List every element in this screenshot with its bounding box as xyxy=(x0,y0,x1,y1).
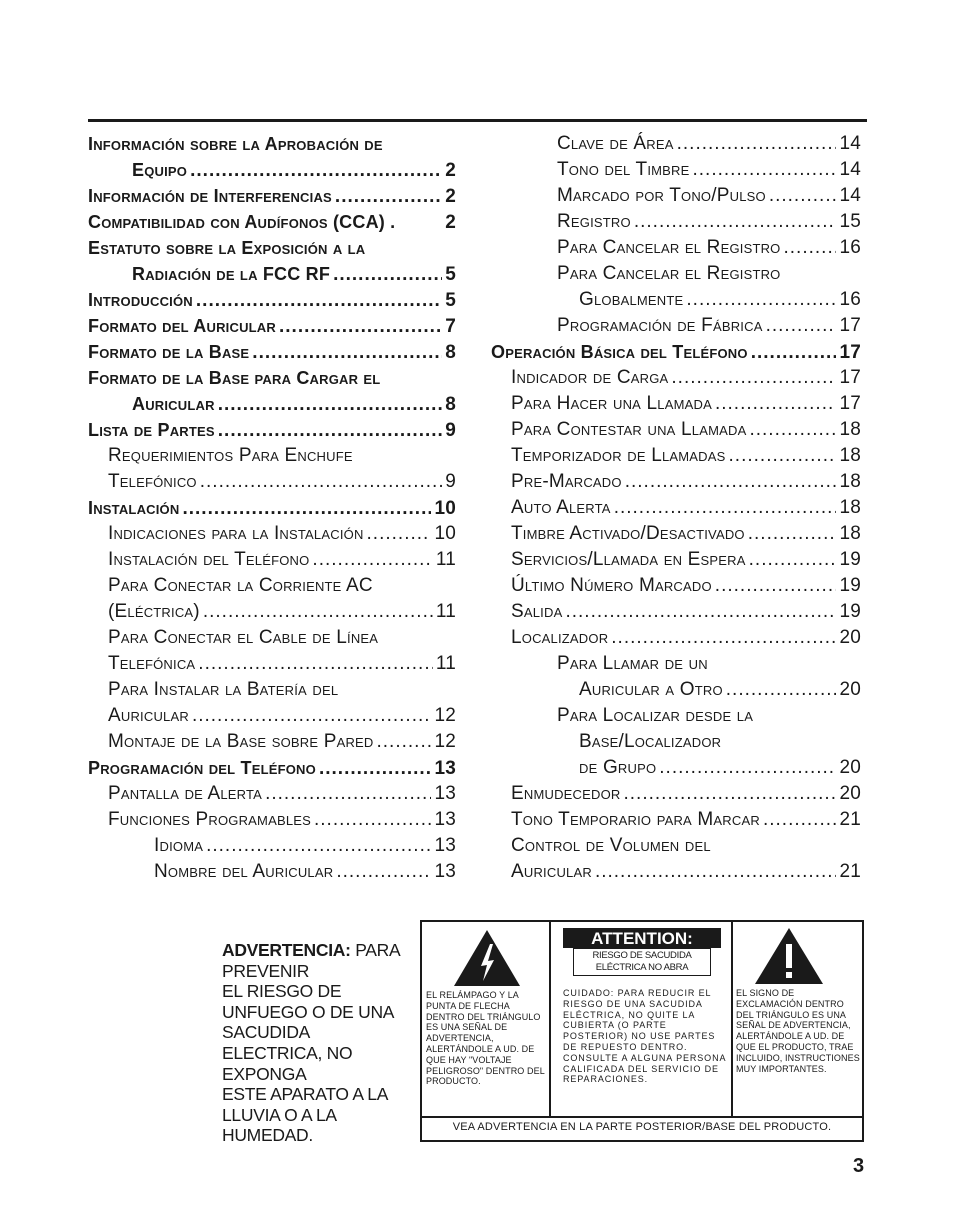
toc-entry-page: 8 xyxy=(445,342,456,363)
toc-entry-title: Timbre Activado/Desactivado xyxy=(511,523,745,544)
toc-entry-title: Programación de Fábrica xyxy=(557,315,763,336)
toc-entry xyxy=(491,625,861,651)
toc-leader-dots xyxy=(198,651,433,677)
toc-entry xyxy=(88,235,456,261)
toc-leader-dots xyxy=(377,729,432,755)
toc-entry xyxy=(491,417,861,443)
warning-line: PARA xyxy=(355,940,401,960)
exclamation-description: EL SIGNO DE EXCLAMACIÓN DENTRO DEL TRIÁNGULO ES UNA SEÑAL DE ADVERTENCIA, ALERTÁNDOLE A UD. DE QUE EL PRODUCTO, TRAE INCLUIDO, INSTRUCTIONES MUY IMPORTANTES. xyxy=(736,988,860,1074)
toc-entry-page: 17 xyxy=(839,315,861,336)
toc-entry-page: 18 xyxy=(839,471,861,492)
toc-entry xyxy=(88,521,456,547)
toc-entry xyxy=(88,651,456,677)
toc-leader-dots xyxy=(751,340,837,366)
toc-entry-title: (Eléctrica) xyxy=(108,601,200,622)
toc-entry-title: Idioma xyxy=(154,835,204,856)
toc-entry xyxy=(88,469,456,495)
toc-entry-title: Formato del Auricular xyxy=(88,316,276,336)
toc-leader-dots xyxy=(314,807,431,833)
toc-leader-dots xyxy=(677,131,837,157)
toc-entry-title: Tono del Timbre xyxy=(557,159,690,180)
toc-entry-page: 18 xyxy=(839,445,861,466)
toc-entry xyxy=(491,573,861,599)
toc-entry-page: 20 xyxy=(839,679,861,700)
toc-leader-dots xyxy=(715,573,837,599)
toc-entry xyxy=(88,599,456,625)
toc-entry xyxy=(491,547,861,573)
toc-entry xyxy=(491,443,861,469)
toc-entry xyxy=(88,443,456,469)
toc-entry-title: Base/Localizador xyxy=(579,731,722,752)
toc-entry-title: Indicaciones para la Instalación xyxy=(108,523,364,544)
toc-entry xyxy=(491,469,861,495)
lightning-description: EL RELÁMPAGO Y LA PUNTA DE FLECHA DENTRO DEL TRIÁNGULO ES UNA SEÑAL DE ADVERTENCIA, ALERTÁNDOLE A UD. DE QUE HAY "VOLTAJE PELIGROSO" DENTRO DEL PRODUCTO. xyxy=(426,990,545,1087)
toc-entry-page: 18 xyxy=(839,419,861,440)
toc-leader-dots xyxy=(595,859,837,885)
toc-leader-dots xyxy=(265,781,431,807)
toc-leader-dots xyxy=(693,157,837,183)
warning-line: PREVENIR xyxy=(222,960,310,981)
toc-entry-title: Formato de la Base para Cargar el xyxy=(88,368,381,388)
toc-entry-page: 2 xyxy=(445,212,456,233)
toc-entry xyxy=(491,781,861,807)
toc-entry-title: Indicador de Carga xyxy=(511,367,669,388)
toc-leader-dots xyxy=(686,287,836,313)
toc-entry-page: 13 xyxy=(434,783,456,804)
toc-entry xyxy=(88,573,456,599)
toc-entry-title: Registro xyxy=(557,211,631,232)
toc-leader-dots xyxy=(726,677,837,703)
toc-entry-title: Localizador xyxy=(511,627,609,648)
toc-leader-dots xyxy=(203,599,433,625)
warning-line: UNFUEGO O DE UNA xyxy=(222,1001,395,1022)
warning-line: HUMEDAD. xyxy=(222,1125,313,1146)
top-rule xyxy=(88,119,867,122)
toc-leader-dots xyxy=(279,314,442,340)
toc-entry-title: Equipo xyxy=(132,160,188,180)
toc-entry xyxy=(491,729,861,755)
warning-line: ELECTRICA, NO xyxy=(222,1042,353,1063)
toc-leader-dots xyxy=(336,859,431,885)
toc-entry-title: Para Contestar una Llamada xyxy=(511,419,747,440)
toc-entry-title: Instalación del Teléfono xyxy=(108,549,310,570)
toc-entry xyxy=(491,209,861,235)
toc-entry-page: 17 xyxy=(839,393,861,414)
toc-leader-dots xyxy=(190,158,442,184)
toc-entry-title: Para Cancelar el Registro xyxy=(557,263,781,284)
toc-entry xyxy=(491,261,861,287)
toc-leader-dots xyxy=(565,599,836,625)
toc-entry-title: Compatibilidad con Audífonos (CCA) . xyxy=(88,212,396,232)
toc-entry xyxy=(491,833,861,859)
attention-sub-line: ELÉCTRICA NO ABRA xyxy=(595,962,689,973)
toc-entry-page: 19 xyxy=(839,601,861,622)
toc-entry xyxy=(491,339,861,365)
toc-entry xyxy=(491,157,861,183)
toc-leader-dots xyxy=(659,755,836,781)
safety-footer: VEA ADVERTENCIA EN LA PARTE POSTERIOR/BASE DEL PRODUCTO. xyxy=(422,1116,862,1140)
toc-entry-page: 11 xyxy=(435,601,456,622)
toc-entry-title: Pantalla de Alerta xyxy=(108,783,263,804)
toc-entry-title: Telefónico xyxy=(108,471,197,492)
toc-entry xyxy=(491,365,861,391)
toc-entry xyxy=(88,261,456,287)
lightning-triangle-icon xyxy=(452,928,522,988)
toc-leader-dots xyxy=(748,521,837,547)
toc-leader-dots xyxy=(749,547,837,573)
warning-line: EXPONGA xyxy=(222,1063,307,1084)
toc-entry-title: Nombre del Auricular xyxy=(154,861,334,882)
toc-entry-title: Radiación de la FCC RF xyxy=(132,264,331,284)
toc-entry-title: Para Instalar la Batería del xyxy=(108,679,339,700)
toc-entry-page: 13 xyxy=(434,758,456,779)
toc-entry-page: 17 xyxy=(839,367,861,388)
toc-entry xyxy=(88,729,456,755)
toc-entry-title: Auricular xyxy=(132,394,215,414)
toc-entry-title: Información sobre la Aprobación de xyxy=(88,134,383,154)
toc-entry xyxy=(88,807,456,833)
toc-entry-title: Último Número Marcado xyxy=(511,575,712,596)
toc-entry-title: Para Llamar de un xyxy=(557,653,708,674)
toc-entry-title: Para Conectar la Corriente AC xyxy=(108,575,373,596)
toc-entry-title: Requerimientos Para Enchufe xyxy=(108,445,353,466)
toc-leader-dots xyxy=(335,184,442,210)
toc-entry-page: 17 xyxy=(839,342,861,363)
safety-cell-exclamation xyxy=(733,922,861,1118)
toc-entry xyxy=(88,365,456,391)
toc-right-column xyxy=(491,131,861,885)
toc-entry-title: Temporizador de Llamadas xyxy=(511,445,726,466)
toc-entry-title: Telefónica xyxy=(108,653,196,674)
toc-entry-page: 14 xyxy=(839,185,861,206)
toc-entry-title: Clave de Área xyxy=(557,133,674,154)
toc-entry xyxy=(88,677,456,703)
toc-leader-dots xyxy=(312,547,432,573)
attention-title: ATTENTION: xyxy=(563,928,721,948)
toc-entry-page: 16 xyxy=(839,237,861,258)
toc-entry-title: Programación del Teléfono xyxy=(88,758,316,778)
toc-entry-page: 21 xyxy=(839,861,861,882)
toc-entry-page: 13 xyxy=(434,861,456,882)
toc-leader-dots xyxy=(671,365,836,391)
toc-entry-page: 5 xyxy=(445,264,456,285)
toc-entry-title: Auricular xyxy=(108,705,189,726)
toc-entry-page: 16 xyxy=(839,289,861,310)
toc-entry-page: 2 xyxy=(445,160,456,181)
safety-cell-attention xyxy=(551,922,733,1118)
toc-entry xyxy=(491,677,861,703)
toc-entry-page: 14 xyxy=(839,133,861,154)
toc-leader-dots xyxy=(252,340,442,366)
toc-entry-title: Información de Interferencias xyxy=(88,186,332,206)
toc-leader-dots xyxy=(319,756,432,782)
toc-entry xyxy=(88,339,456,365)
toc-entry-title: Globalmente xyxy=(579,289,684,310)
toc-entry-page: 15 xyxy=(839,211,861,232)
toc-entry-title: Lista de Partes xyxy=(88,420,215,440)
toc-leader-dots xyxy=(196,288,442,314)
toc-entry xyxy=(88,625,456,651)
toc-entry-title: Marcado por Tono/Pulso xyxy=(557,185,766,206)
toc-leader-dots xyxy=(634,209,837,235)
toc-entry-title: Formato de la Base xyxy=(88,342,250,362)
toc-entry-page: 19 xyxy=(839,575,861,596)
toc-entry-page: 20 xyxy=(839,627,861,648)
toc-leader-dots xyxy=(218,392,443,418)
toc-leader-dots xyxy=(729,443,837,469)
toc-leader-dots xyxy=(206,833,431,859)
toc-entry xyxy=(88,131,456,157)
toc-entry xyxy=(88,183,456,209)
toc-entry-title: Montaje de la Base sobre Pared xyxy=(108,731,374,752)
toc-entry xyxy=(88,287,456,313)
toc-entry-title: Funciones Programables xyxy=(108,809,311,830)
toc-entry-title: Para Localizar desde la xyxy=(557,705,754,726)
toc-leader-dots xyxy=(763,807,837,833)
toc-entry xyxy=(88,209,456,235)
toc-entry-page: 11 xyxy=(435,549,456,570)
toc-entry-page: 18 xyxy=(839,497,861,518)
attention-subtitle xyxy=(573,948,711,976)
toc-entry xyxy=(88,417,456,443)
toc-entry-title: Pre-Marcado xyxy=(511,471,622,492)
toc-entry-title: Control de Volumen del xyxy=(511,835,711,856)
toc-entry-title: Para Cancelar el Registro xyxy=(557,237,781,258)
toc-entry xyxy=(491,651,861,677)
toc-leader-dots xyxy=(625,469,837,495)
safety-box xyxy=(420,920,864,1142)
toc-entry xyxy=(491,313,861,339)
toc-entry xyxy=(491,391,861,417)
toc-entry-page: 7 xyxy=(445,316,456,337)
toc-entry xyxy=(491,859,861,885)
toc-leader-dots xyxy=(192,703,432,729)
toc-entry-page: 2 xyxy=(445,186,456,207)
toc-entry-title: Introducción xyxy=(88,290,193,310)
toc-leader-dots xyxy=(182,496,431,522)
toc-entry-title: de Grupo xyxy=(579,757,657,778)
toc-entry xyxy=(491,703,861,729)
toc-entry-title: Servicios/Llamada en Espera xyxy=(511,549,746,570)
toc-entry xyxy=(88,781,456,807)
toc-entry-page: 18 xyxy=(839,523,861,544)
toc-entry xyxy=(88,547,456,573)
toc-leader-dots xyxy=(769,183,837,209)
toc-entry xyxy=(491,287,861,313)
toc-entry-title: Enmudecedor xyxy=(511,783,621,804)
toc-entry-page: 10 xyxy=(434,498,456,519)
toc-entry xyxy=(88,391,456,417)
caution-description: CUIDADO: PARA REDUCIR EL RIESGO DE UNA SACUDIDA ELÉCTRICA, NO QUITE LA CUBIERTA (O PARTE POSTERIOR) NO USE PARTES DE REPUESTO DENTRO. CONSULTE A ALGUNA PERSONA CALIFICADA DEL SERVICIO DE REPARACIONES. xyxy=(563,988,726,1085)
toc-entry xyxy=(491,183,861,209)
warning-text xyxy=(222,940,412,1146)
toc-entry-title: Para Conectar el Cable de Línea xyxy=(108,627,379,648)
toc-entry xyxy=(88,313,456,339)
toc-leader-dots xyxy=(715,391,837,417)
toc-left-column xyxy=(88,131,456,885)
toc-entry-page: 21 xyxy=(839,809,861,830)
toc-entry-title: Auricular xyxy=(511,861,592,882)
toc-entry-page: 19 xyxy=(839,549,861,570)
safety-cell-lightning xyxy=(422,922,551,1118)
toc-leader-dots xyxy=(200,469,442,495)
toc-entry xyxy=(88,157,456,183)
toc-entry xyxy=(491,599,861,625)
toc-entry-title: Salida xyxy=(511,601,563,622)
toc-entry-page: 12 xyxy=(434,731,456,752)
toc-leader-dots xyxy=(218,418,442,444)
toc-entry xyxy=(88,859,456,885)
toc-entry xyxy=(491,131,861,157)
toc-entry xyxy=(491,807,861,833)
toc-leader-dots xyxy=(749,417,836,443)
toc-entry xyxy=(491,755,861,781)
toc-entry-page: 20 xyxy=(839,757,861,778)
toc-entry-page: 13 xyxy=(434,809,456,830)
toc-entry-page: 11 xyxy=(435,653,456,674)
toc-entry xyxy=(491,235,861,261)
toc-entry-title: Para Hacer una Llamada xyxy=(511,393,712,414)
page-number: 3 xyxy=(853,1155,865,1177)
toc-entry-page: 20 xyxy=(839,783,861,804)
toc-entry-page: 8 xyxy=(445,394,456,415)
toc-leader-dots xyxy=(367,521,432,547)
toc-entry-title: Estatuto sobre la Exposición a la xyxy=(88,238,366,258)
warning-line: SACUDIDA xyxy=(222,1022,311,1043)
toc-entry-page: 14 xyxy=(839,159,861,180)
toc-entry-page: 10 xyxy=(434,523,456,544)
toc-entry xyxy=(491,495,861,521)
toc-entry-title: Auto Alerta xyxy=(511,497,611,518)
warning-line: LLUVIA O A LA xyxy=(222,1104,337,1125)
toc-leader-dots xyxy=(624,781,837,807)
toc-entry xyxy=(88,495,456,521)
toc-leader-dots xyxy=(614,495,837,521)
toc-leader-dots xyxy=(766,313,837,339)
toc-leader-dots xyxy=(784,235,837,261)
exclamation-triangle-icon xyxy=(753,926,825,986)
warning-line: EL RIESGO DE xyxy=(222,981,342,1002)
toc-leader-dots xyxy=(611,625,836,651)
toc-entry-page: 9 xyxy=(445,420,456,441)
toc-entry-page: 13 xyxy=(434,835,456,856)
toc-entry-page: 12 xyxy=(434,705,456,726)
warning-label: ADVERTENCIA: xyxy=(222,940,351,960)
attention-sub-line: RIESGO DE SACUDIDA xyxy=(592,950,692,961)
toc-entry xyxy=(88,833,456,859)
toc-entry-title: Instalación xyxy=(88,498,180,518)
toc-entry-title: Auricular a Otro xyxy=(579,679,723,700)
toc-entry xyxy=(88,755,456,781)
warning-line: ESTE APARATO A LA xyxy=(222,1084,389,1105)
toc-entry-title: Operación Básica del Teléfono xyxy=(491,342,748,362)
toc-leader-dots xyxy=(333,262,442,288)
toc-entry xyxy=(88,703,456,729)
toc-entry-title: Tono Temporario para Marcar xyxy=(511,809,760,830)
toc-entry xyxy=(491,521,861,547)
toc-entry-page: 9 xyxy=(445,471,456,492)
toc-entry-page: 5 xyxy=(445,290,456,311)
